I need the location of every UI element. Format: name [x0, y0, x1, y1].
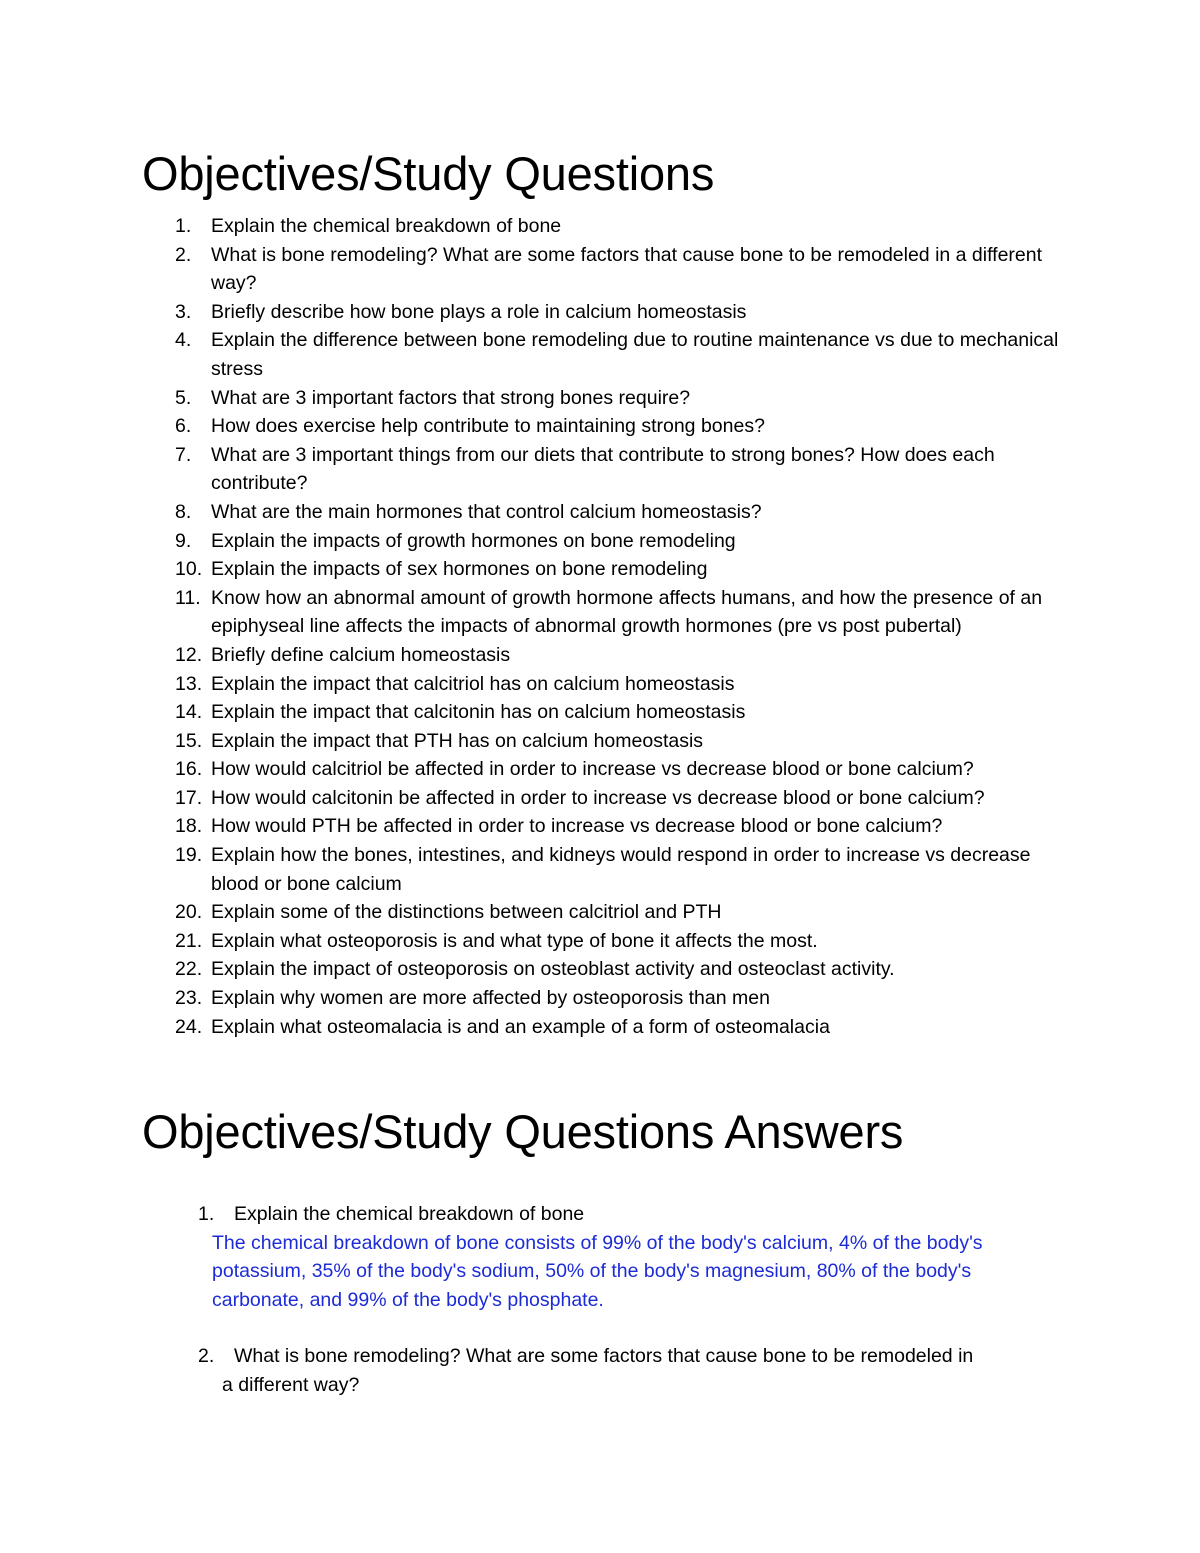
list-item [0, 784, 1061, 813]
list-number: 24. [175, 1015, 203, 1038]
list-number: 10. [175, 558, 203, 581]
questions-list [0, 212, 1200, 1041]
question-text: Explain how the bones, intestines, and kidneys would respond in order to increase vs decrease blood or bone calcium [211, 844, 1031, 895]
question-text: Explain the impact that PTH has on calcium homeostasis [211, 729, 704, 752]
list-number: 19. [175, 844, 203, 867]
question-text: What are the main hormones that control calcium homeostasis? [211, 500, 762, 523]
list-number: 23. [175, 987, 203, 1010]
list-item [0, 641, 1061, 670]
question-text: What is bone remodeling? What are some factors that cause bone to be remodeled in a different way? [211, 243, 1043, 295]
answers-heading: Objectives/Study Questions Answers [142, 1105, 904, 1158]
question-line: What is bone remodeling? What are some factors that cause bone to be remodeled in [234, 1345, 974, 1368]
question-text: What are 3 important things from our diets that contribute to strong bones? How does each contribute? [211, 443, 995, 495]
list-number: 21. [175, 929, 203, 952]
question-text: Explain the chemical breakdown of bone [234, 1203, 585, 1225]
list-item [0, 1200, 1062, 1314]
list-number: 2. [175, 243, 192, 266]
list-item [0, 212, 1061, 241]
question-text: Explain the impacts of sex hormones on bone remodeling [211, 558, 708, 581]
list-number: 9. [175, 529, 192, 552]
question-text: Explain the chemical breakdown of bone [211, 215, 562, 237]
answers-list [0, 1200, 1200, 1400]
list-item [0, 498, 1061, 527]
questions-heading: Objectives/Study Questions [142, 147, 715, 200]
question-text: How does exercise help contribute to maintaining strong bones? [211, 415, 765, 438]
question-text [212, 1342, 1074, 1399]
question-text: Explain the impact that calcitriol has on calcium homeostasis [211, 672, 735, 695]
list-number: 12. [175, 643, 203, 666]
question-text: Explain the impact that calcitonin has on calcium homeostasis [211, 701, 746, 724]
question-text: Explain what osteomalacia is and an example of a form of osteomalacia [211, 1015, 830, 1038]
list-item [0, 727, 1061, 756]
list-number: 1. [175, 215, 192, 237]
list-number: 1. [198, 1203, 215, 1225]
list-number: 3. [175, 300, 192, 323]
question-text: Explain the difference between bone remodeling due to routine maintenance vs due to mechanical stress [211, 329, 1059, 380]
question-text: Explain the impacts of growth hormones on bone remodeling [211, 529, 736, 552]
list-number: 15. [175, 729, 203, 752]
list-item [0, 555, 1061, 584]
list-number: 17. [175, 786, 203, 809]
question-text: How would PTH be affected in order to increase vs decrease blood or bone calcium? [211, 815, 943, 838]
answer-text: The chemical breakdown of bone consists of 99% of the body's calcium, 4% of the body's potassium, 35% of the body's sodium, 50% of the body's magnesium, 80% of the body's carbonate, and 99% of the body's phosphate. [212, 1231, 983, 1311]
list-item [0, 670, 1061, 699]
question-text: Briefly describe how bone plays a role in calcium homeostasis [211, 300, 747, 323]
list-item [0, 698, 1061, 727]
list-number: 5. [175, 386, 192, 409]
list-number: 13. [175, 672, 203, 695]
question-text: Explain the impact of osteoporosis on osteoblast activity and osteoclast activity. [211, 958, 895, 981]
list-item [0, 384, 1061, 413]
question-text: What are 3 important factors that strong bones require? [211, 386, 691, 409]
list-item [0, 241, 1061, 298]
list-item [0, 584, 1061, 641]
list-item [0, 326, 1061, 383]
list-item [0, 984, 1061, 1013]
list-number: 14. [175, 701, 203, 724]
list-item [0, 412, 1061, 441]
list-item [0, 841, 1061, 898]
list-item [0, 1013, 1061, 1042]
list-number: 4. [175, 329, 192, 352]
list-number: 6. [175, 415, 192, 438]
list-number: 16. [175, 758, 203, 781]
question-text: Explain why women are more affected by osteoporosis than men [211, 987, 770, 1010]
list-number: 2. [198, 1345, 215, 1368]
list-number: 11. [175, 586, 201, 609]
list-item [0, 812, 1061, 841]
list-number: 8. [175, 500, 192, 523]
list-item [0, 898, 1061, 927]
list-item [0, 441, 1061, 498]
list-item [0, 527, 1061, 556]
question-text: Explain what osteoporosis is and what type of bone it affects the most. [211, 929, 818, 952]
list-item [0, 955, 1061, 984]
list-number: 18. [175, 815, 203, 838]
question-text: Explain some of the distinctions between calcitriol and PTH [211, 901, 722, 924]
list-item [0, 1342, 1062, 1399]
question-line: a different way? [222, 1373, 360, 1396]
list-item [0, 927, 1061, 956]
list-number: 20. [175, 901, 203, 924]
question-text: How would calcitonin be affected in order to increase vs decrease blood or bone calcium? [211, 786, 985, 809]
list-number: 7. [175, 443, 192, 466]
question-text: How would calcitriol be affected in order to increase vs decrease blood or bone calcium? [211, 758, 974, 781]
question-text: Know how an abnormal amount of growth hormone affects humans, and how the presence of an epiphyseal line affects the impacts of abnormal growth hormones (pre vs post pubertal) [211, 586, 1043, 638]
question-text: Briefly define calcium homeostasis [211, 643, 511, 666]
list-item [0, 755, 1061, 784]
list-item [0, 298, 1061, 327]
list-number: 22. [175, 958, 203, 981]
